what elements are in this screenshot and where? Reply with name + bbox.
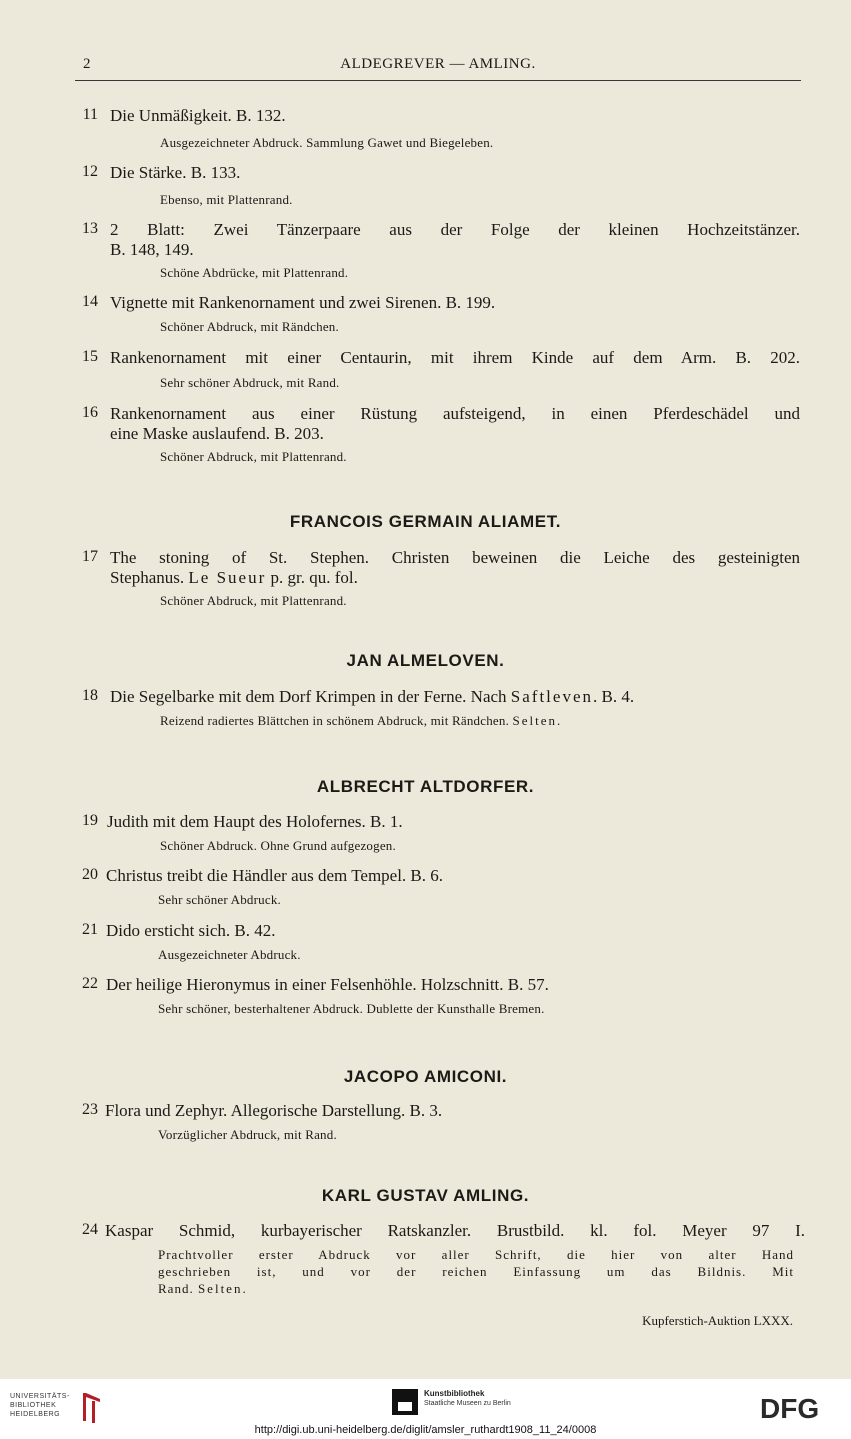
page-header <box>75 56 801 78</box>
entry-number: 20 <box>82 866 98 883</box>
dfg-logo <box>760 1395 840 1421</box>
entry-note: Schöne Abdrücke, mit Plattenrand. <box>160 265 349 280</box>
artist-name: Le Sueur <box>188 568 267 587</box>
artist-heading: ALBRECHT ALTDORFER. <box>316 777 535 796</box>
entry-title-continued: B. 148, 149. <box>110 240 194 259</box>
header-rule <box>75 80 801 81</box>
entry-title: Rankenornament aus einer Rüstung aufsteigend, in einen Pferdeschädel und <box>110 404 800 423</box>
running-title: ALDEGREVER — AMLING. <box>340 56 536 72</box>
page-number: 2 <box>83 56 91 72</box>
entry-number: 23 <box>82 1101 98 1118</box>
artist-heading: JAN ALMELOVEN. <box>346 651 505 670</box>
dfg-logo-text: DFG <box>760 1395 820 1421</box>
entry-number: 16 <box>82 404 98 421</box>
library-name-line: UNIVERSITÄTS- <box>10 1393 70 1400</box>
entry-number: 21 <box>82 921 98 938</box>
auction-footer: Kupferstich-Auktion LXXX. <box>642 1313 793 1328</box>
entry-note: Schöner Abdruck. Ohne Grund aufgezogen. <box>160 838 396 853</box>
rarity-note: Selten. <box>512 713 563 728</box>
artist-name: Saftleven <box>510 687 593 706</box>
note-text: Rand. <box>158 1281 198 1296</box>
entry-title <box>110 687 800 707</box>
heidelberg-library-name <box>10 1392 70 1419</box>
entry-note: Schöner Abdruck, mit Plattenrand. <box>160 449 347 464</box>
source-url-link[interactable]: http://digi.ub.uni-heidelberg.de/diglit/amsler_ruthardt1908_11_24/0008 <box>254 1424 597 1436</box>
library-name-line: BIBLIOTHEK <box>10 1402 57 1409</box>
entry-note: Sehr schöner Abdruck, mit Rand. <box>160 375 340 390</box>
entry-note: Schöner Abdruck, mit Plattenrand. <box>160 593 347 608</box>
entry-number: 18 <box>82 687 98 704</box>
entry-title: Christus treibt die Händler aus dem Tempel. B. 6. <box>106 866 444 885</box>
library-name-line: HEIDELBERG <box>10 1411 61 1418</box>
artist-heading: FRANCOIS GERMAIN ALIAMET. <box>289 512 562 531</box>
entry-title: Dido ersticht sich. B. 42. <box>106 921 276 940</box>
entry-title: Die Unmäßigkeit. B. 132. <box>110 106 286 125</box>
artist-heading: JACOPO AMICONI. <box>343 1067 508 1086</box>
entry-note: Ebenso, mit Plattenrand. <box>160 192 293 207</box>
entry-number: 24 <box>82 1221 98 1238</box>
entry-title: Die Stärke. B. 133. <box>110 163 241 182</box>
entry-note <box>160 712 792 729</box>
entry-title: Kaspar Schmid, kurbayerischer Ratskanzler. Brustbild. kl. fol. Meyer 97 I. <box>105 1221 805 1240</box>
artist-heading: KARL GUSTAV AMLING. <box>321 1186 530 1205</box>
entry-number: 19 <box>82 812 98 829</box>
entry-number: 14 <box>82 293 98 310</box>
entry-title: Vignette mit Rankenornament und zwei Sirenen. B. 199. <box>110 293 496 312</box>
entry-title: Flora und Zephyr. Allegorische Darstellung. B. 3. <box>105 1101 443 1120</box>
entry-note-continued: geschrieben ist, und vor der reichen Einfassung um das Bildnis. Mit <box>158 1264 794 1279</box>
rarity-note: Selten. <box>197 1281 248 1296</box>
entry-note: Ausgezeichneter Abdruck. <box>158 947 301 962</box>
entry-title-continued <box>110 568 800 588</box>
entry-note: Vorzüglicher Abdruck, mit Rand. <box>158 1127 337 1142</box>
entry-note-continued <box>158 1280 792 1297</box>
entry-title: Rankenornament mit einer Centaurin, mit ihrem Kinde auf dem Arm. B. 202. <box>110 348 800 367</box>
entry-number: 11 <box>82 106 98 123</box>
title-text: Die Segelbarke mit dem Dorf Krimpen in der Ferne. Nach <box>110 687 511 706</box>
title-text: . B. 4. <box>593 687 635 706</box>
entry-note: Ausgezeichneter Abdruck. Sammlung Gawet und Biegeleben. <box>160 135 494 150</box>
entry-number: 17 <box>82 548 98 565</box>
entry-note: Sehr schöner Abdruck. <box>158 892 281 907</box>
museum-name: Staatliche Museen zu Berlin <box>424 1400 511 1407</box>
entry-note: Sehr schöner, besterhaltener Abdruck. Dublette der Kunsthalle Bremen. <box>158 1001 545 1016</box>
entry-title-continued: eine Maske auslaufend. B. 203. <box>110 424 324 443</box>
entry-title: Judith mit dem Haupt des Holofernes. B. 1. <box>107 812 403 831</box>
title-text: p. gr. qu. fol. <box>266 568 358 587</box>
entry-number: 13 <box>82 220 98 237</box>
entry-note: Prachtvoller erster Abdruck vor aller Schrift, die hier von alter Hand <box>158 1247 794 1262</box>
digitization-footer <box>0 1379 851 1439</box>
entry-title: The stoning of St. Stephen. Christen beweinen die Leiche des gesteinigten <box>110 548 800 567</box>
entry-note: Schöner Abdruck, mit Rändchen. <box>160 319 339 334</box>
entry-title: Der heilige Hieronymus in einer Felsenhöhle. Holzschnitt. B. 57. <box>106 975 549 994</box>
entry-number: 12 <box>82 163 98 180</box>
entry-number: 15 <box>82 348 98 365</box>
entry-title: 2 Blatt: Zwei Tänzerpaare aus der Folge der kleinen Hochzeitstänzer. <box>110 220 800 239</box>
kunstbibliothek-name: Kunstbibliothek <box>424 1389 485 1398</box>
note-text: Reizend radiertes Blättchen in schönem Abdruck, mit Rändchen. <box>160 713 513 728</box>
title-text: Stephanus. <box>110 568 189 587</box>
entry-number: 22 <box>82 975 98 992</box>
